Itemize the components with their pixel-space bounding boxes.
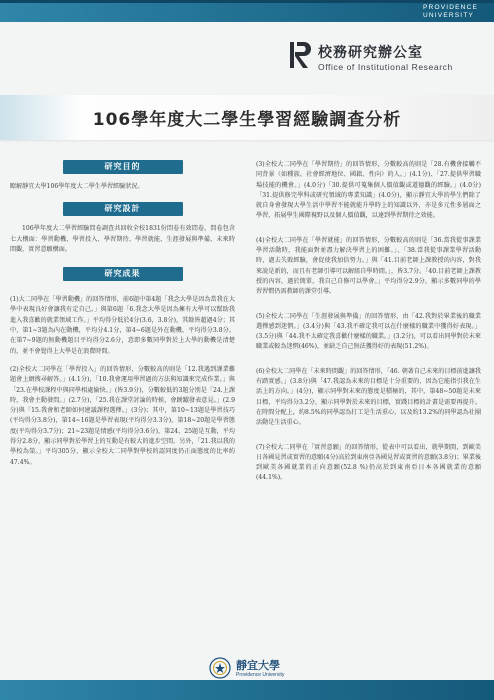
section-heading-purpose: 研究目的	[63, 160, 183, 174]
brand-wordmark	[423, 4, 478, 19]
result-paragraph-5: (5)全校大二同學在「生涯發展與準備」的回答情形，由「42.我對於畢業後的職業選擇感到迷惘。」(3.4分)與「43.我不確定我可以在什麼樣的職業中獲得好表現。」(3.5分)與「44.我不太確定我喜歡什麼樣的職業。」(3.2分)，可以看出同學對於未來職業或較為迷惘(46%)，並缺乏自己無法獲得好的表現(51.2%)。	[256, 312, 481, 351]
section-heading-results: 研究成果	[63, 267, 183, 281]
purpose-text: 瞭解靜宜大學106學年度大二學生學習經驗狀況。	[10, 183, 144, 190]
page-title: 106學年度大二學生學習經驗調查分析	[92, 110, 402, 130]
right-column	[256, 160, 481, 484]
office-name-en: Office of Institutional Research	[318, 62, 453, 72]
result-paragraph-7: (7)全校大二同學在「實習意願」的回答情形，從表中可以看出，就學期間，到歐美日各國見習或實習的意願(4分)高於到東南亞各國見習或實習的意願(3.8分)；畢業後到歐美各國就業的正向意願(52.8 %)仍高於到東南亞日本各國就業的意願(44.1%)。	[256, 443, 481, 482]
footer-university-en: Providence University	[236, 672, 285, 678]
university-seal-icon	[209, 657, 231, 679]
result-paragraph-4: (4)全校大二同學在「學習就能」的回答情形，分數較高的則是「36.當我從事課業學習活動時，我能面對並盡力解決學習上的困難。」、「38.當我從事課業學習活動時，過去失敗經驗，會促使我加倍努力。」與「41.目前老師上課教授的內容，對我來說是新的，而且有老師引導可以解組自學時間。」，皆3.7分。「40.目前老師上課教授的內容，過於簡單，我自己自修可以學會。」平均得分2.9分，顯示多數同學的學習習慣仍需教師的課堂引導。	[256, 236, 481, 296]
result-paragraph-1: (1)大二同學在「學習動機」的回答情形，前6題中第4題「我念大學是因為當我在大學中表現良好會讓我有定自己。」與第6題「6.我念大學是因為擁有大學可以幫助我進入我喜歡的就業領域工作。」平均得分低於4分(3.6，3.8分)，其餘皆超過4分；其中，第1~3題為內在動機，平均分4.1分，第4~6題是外在動機，平均得分3.8分。在第7~9題的無動機題目平均得分2.6分，意即多數同學對於上大學的動機是清楚的，並不會覺得上大學是在浪費時間。	[10, 296, 235, 355]
section-heading-design: 研究設計	[63, 202, 183, 216]
result-paragraph-6: (6)全校大二同學在「未來時間觀」的回答情形，「46. 朝著自己未來的目標前進讓我有踏實感。」(3.8分)與「47.我認為未來的目標是十分重要的，因為它能指引我在生活上的方向。」(4分)，顯示同學對未來的態度是積極的，其中，第48~50題是未來目標，平均得分3.2分，顯示同學對於未來的目標，實踐目標的計畫是需要再提升。在時間分配上，約8.5%的同學認為打工是生活重心，以及約13.2%的同學認為社團活動是生活重心。	[256, 367, 481, 427]
top-banner	[0, 0, 494, 22]
left-column	[10, 160, 235, 468]
office-logo-icon	[290, 42, 312, 68]
result-paragraph-2: (2)全校大二同學在「學習投入」的回答情形，分數較高的則是「12.我遇到課業難題會上網搜尋解答。」(4.1分)，「10.我會運用學習過的方法與知識來完成作業。」與「23.在學校課程中與同學相處愉快。」(皆3.9分)，分數較低的3題分別是「24.上課時，我會主動發問。」(2.7分)，「25.我在課堂討論的時候，會踴躍發表意見。」(2.9分)與「15.我會和老師如何建議課程選擇。」(3分)；其中，第10~13題是學習技巧(平均得分3.8分)，第14~16題是學習表現(平均得分3.3分)，第18~20題是學習態度(平均得分3.7分)；21~23題是情感(平均得分3.6分)，第24、25題是互動，平均得分2.8分，顯示同學對於學習上的互動是有較大的進步空間。另外，「21.我以我的學校為榮。」平均305分，顯示全校大二同學對學校的認同度仍正面態度的比率約47.4%。	[10, 365, 235, 466]
brand-line-2: UNIVERSITY	[423, 11, 475, 19]
brand-line-1: PROVIDENCE	[423, 4, 478, 11]
bottom-banner	[0, 680, 494, 700]
design-text: 106學年度大二學習經驗問卷調查共回收全校1831份問卷有效問卷，問卷包含七大構面：學習動機、學習投入、學習期待、學習就能、生涯發展與準備、未來時間觀、實習意願構面。	[10, 225, 235, 253]
office-name-zh: 校務研究辦公室	[318, 45, 423, 61]
result-paragraph-3: (3)全校大二同學在「學習期待」的回答情形，分數較高的則是「28.有機會接觸不同背景（如種族、社會經濟地位、國籍、性向）的人。」(4.1分)、「27.提供學習職場技能的機會。」(4.0分)「30.提供可蒐集個人價值觀或道德觀的經驗。」(4.0分)「31.提供修完學科或研究領域的專業知識」(4.0分)，顯示靜宜大學的學生們除了就自身會發現大學生活中學習不能就能升學時上的知識以外，亦是多元性多層面之學習，拓展學生國際視野以及個人價值觀，以達到學習期待之效能。	[256, 161, 481, 220]
footer-university-zh: 靜宜大學	[236, 659, 280, 672]
